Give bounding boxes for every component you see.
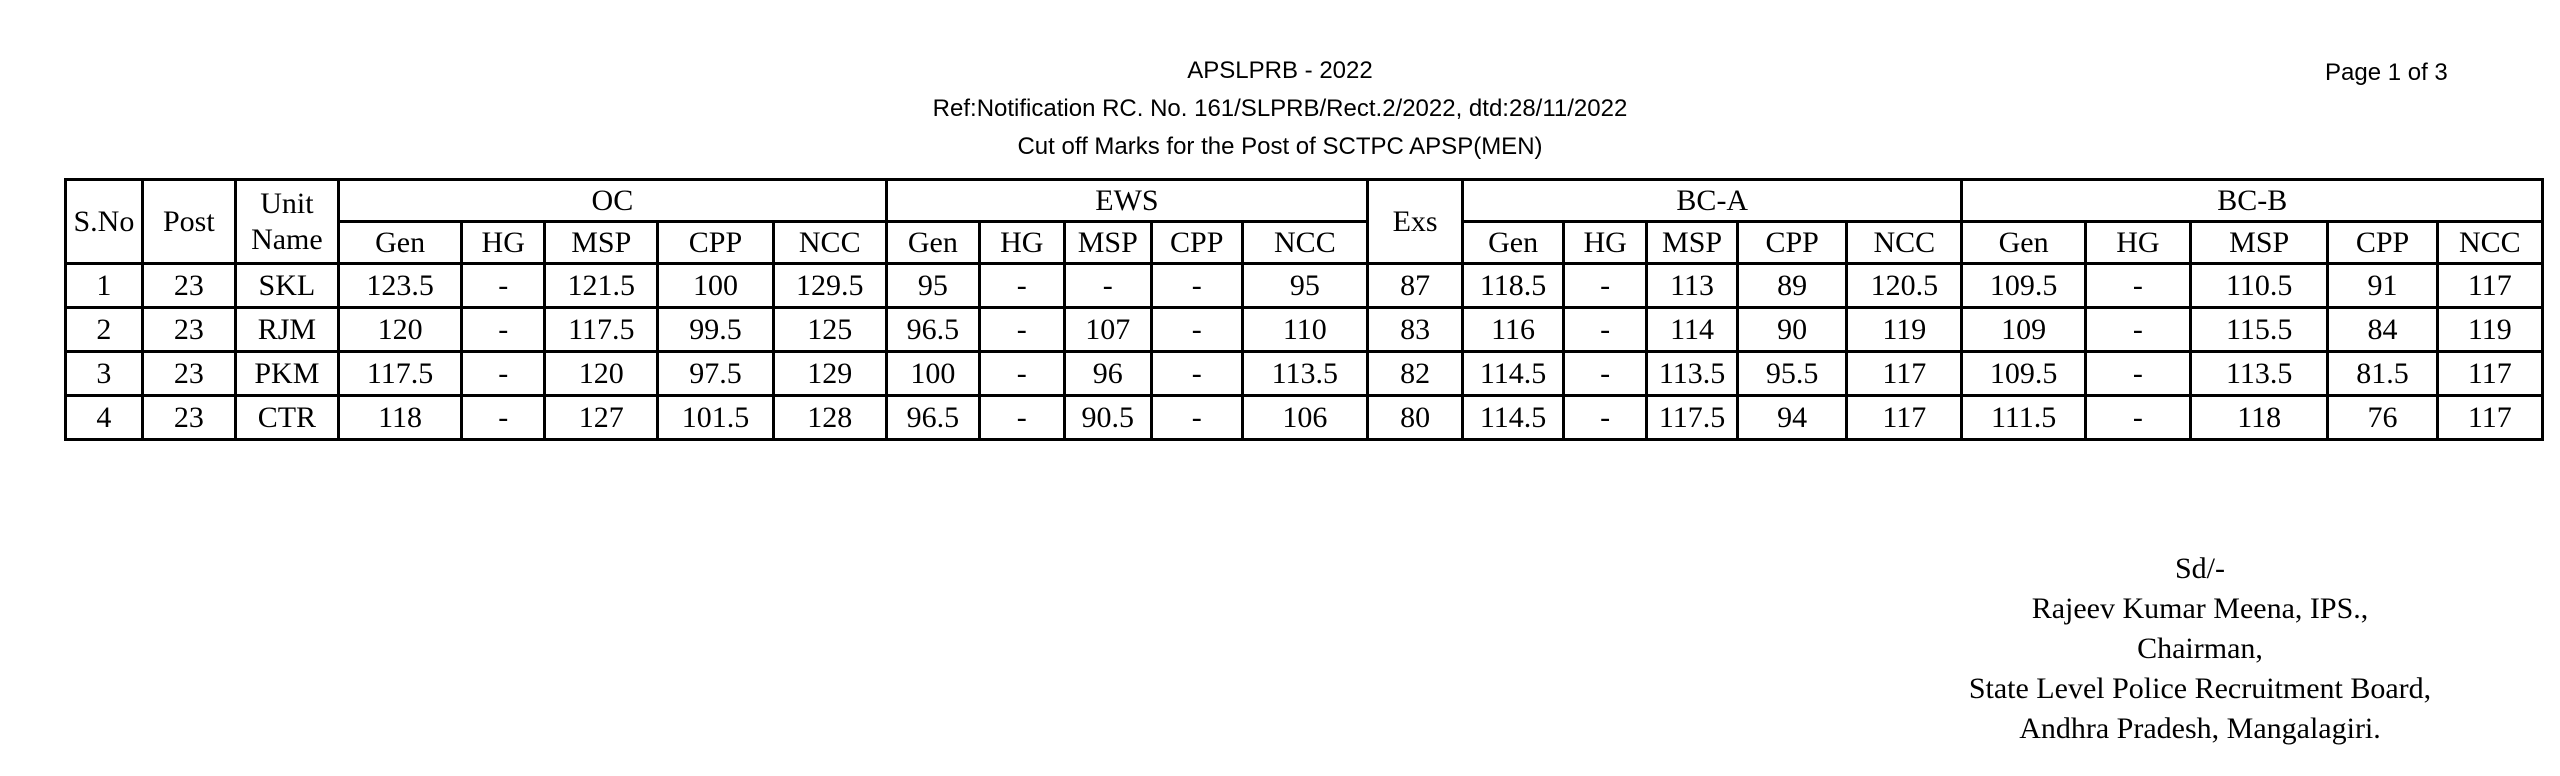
table-body: [66, 264, 2543, 440]
signatory-location: Andhra Pradesh, Mangalagiri.: [2019, 712, 2381, 745]
table-cell: 83: [1368, 308, 1463, 352]
table-cell: 95: [886, 264, 979, 308]
table-cell: 76: [2328, 396, 2437, 440]
header-post: Post: [142, 180, 235, 264]
table-row: [66, 396, 2543, 440]
subheader-bca-hg: HG: [1564, 222, 1647, 264]
table-cell: 95: [1242, 264, 1367, 308]
header-exs: Exs: [1368, 180, 1463, 264]
table-cell: 96.5: [886, 396, 979, 440]
subheader-oc-hg: HG: [462, 222, 545, 264]
subheader-bca-cpp: CPP: [1738, 222, 1847, 264]
table-cell: 129.5: [773, 264, 886, 308]
table-cell: SKL: [235, 264, 338, 308]
table-row: [66, 352, 2543, 396]
table-cell: CTR: [235, 396, 338, 440]
table-cell: -: [2085, 264, 2190, 308]
table-cell: 116: [1463, 308, 1564, 352]
table-cell: 117: [2437, 396, 2542, 440]
subheader-bcb-cpp: CPP: [2328, 222, 2437, 264]
table-cell: -: [979, 264, 1064, 308]
table-cell: 89: [1738, 264, 1847, 308]
table-cell: 109.5: [1962, 264, 2085, 308]
subheader-oc-gen: Gen: [338, 222, 461, 264]
table-cell: 118: [2190, 396, 2327, 440]
table-cell: -: [1564, 308, 1647, 352]
table-cell: -: [1151, 308, 1242, 352]
table-cell: -: [462, 396, 545, 440]
table-cell: 118: [338, 396, 461, 440]
table-cell: 113.5: [2190, 352, 2327, 396]
subheader-bcb-ncc: NCC: [2437, 222, 2542, 264]
table-cell: 114.5: [1463, 352, 1564, 396]
cutoff-marks-table: [64, 178, 2544, 441]
table-cell: 110: [1242, 308, 1367, 352]
table-cell: -: [1151, 264, 1242, 308]
subheader-oc-cpp: CPP: [658, 222, 773, 264]
table-cell: 119: [2437, 308, 2542, 352]
table-cell: -: [1151, 352, 1242, 396]
table-cell: PKM: [235, 352, 338, 396]
header-group-bca: BC-A: [1463, 180, 1962, 222]
subheader-oc-ncc: NCC: [773, 222, 886, 264]
table-cell: 115.5: [2190, 308, 2327, 352]
subheader-ews-hg: HG: [979, 222, 1064, 264]
document-title: APSLPRB - 2022: [1187, 57, 1373, 84]
table-cell: 111.5: [1962, 396, 2085, 440]
table-cell: 120.5: [1847, 264, 1962, 308]
table-cell: 129: [773, 352, 886, 396]
table-cell: 100: [658, 264, 773, 308]
document-subtitle: Cut off Marks for the Post of SCTPC APSP(MEN): [1017, 133, 1543, 160]
table-cell: -: [462, 308, 545, 352]
table-cell: 125: [773, 308, 886, 352]
table-cell: -: [1564, 396, 1647, 440]
table-cell: 113: [1647, 264, 1738, 308]
subheader-bcb-msp: MSP: [2190, 222, 2327, 264]
table-cell: 100: [886, 352, 979, 396]
table-cell: 121.5: [545, 264, 658, 308]
subheader-bca-msp: MSP: [1647, 222, 1738, 264]
table-cell: 90.5: [1064, 396, 1151, 440]
table-cell: 123.5: [338, 264, 461, 308]
table-cell: 80: [1368, 396, 1463, 440]
header-sno: S.No: [66, 180, 143, 264]
table-cell: -: [979, 396, 1064, 440]
table-cell: 114.5: [1463, 396, 1564, 440]
table-cell: 117: [2437, 352, 2542, 396]
subheader-oc-msp: MSP: [545, 222, 658, 264]
subheader-ews-cpp: CPP: [1151, 222, 1242, 264]
table-cell: 117.5: [338, 352, 461, 396]
subheader-bca-gen: Gen: [1463, 222, 1564, 264]
table-cell: 128: [773, 396, 886, 440]
table-cell: 96: [1064, 352, 1151, 396]
table-cell: 119: [1847, 308, 1962, 352]
table-cell: 117.5: [545, 308, 658, 352]
table-cell: 109: [1962, 308, 2085, 352]
signature-mark: Sd/-: [2174, 552, 2225, 585]
table-cell: 107: [1064, 308, 1151, 352]
table-cell: 1: [66, 264, 143, 308]
table-cell: 106: [1242, 396, 1367, 440]
table-cell: 110.5: [2190, 264, 2327, 308]
subheader-bcb-gen: Gen: [1962, 222, 2085, 264]
table-cell: 99.5: [658, 308, 773, 352]
table-cell: 114: [1647, 308, 1738, 352]
table-cell: -: [979, 352, 1064, 396]
subheader-bcb-hg: HG: [2085, 222, 2190, 264]
subheader-ews-ncc: NCC: [1242, 222, 1367, 264]
notification-reference: Ref:Notification RC. No. 161/SLPRB/Rect.2/2022, dtd:28/11/2022: [932, 95, 1628, 122]
subheader-ews-gen: Gen: [886, 222, 979, 264]
header-unit-line2: Name: [251, 222, 323, 256]
table-cell: 4: [66, 396, 143, 440]
table-cell: 120: [338, 308, 461, 352]
table-cell: RJM: [235, 308, 338, 352]
table-cell: 2: [66, 308, 143, 352]
table-cell: 113.5: [1647, 352, 1738, 396]
table-cell: 87: [1368, 264, 1463, 308]
table-cell: -: [462, 352, 545, 396]
table-cell: 117: [1847, 352, 1962, 396]
signatory-designation: Chairman,: [2137, 632, 2263, 665]
table-cell: -: [1564, 264, 1647, 308]
table-cell: 120: [545, 352, 658, 396]
signatory-organization: State Level Police Recruitment Board,: [1968, 672, 2432, 705]
table-cell: -: [2085, 308, 2190, 352]
table-cell: -: [1064, 264, 1151, 308]
table-cell: 127: [545, 396, 658, 440]
table-cell: 96.5: [886, 308, 979, 352]
header-group-ews: EWS: [886, 180, 1367, 222]
table-cell: 94: [1738, 396, 1847, 440]
table-cell: 97.5: [658, 352, 773, 396]
header-group-oc: OC: [338, 180, 886, 222]
table-row: [66, 308, 2543, 352]
table-cell: 23: [142, 264, 235, 308]
table-header: [66, 180, 2543, 264]
table-cell: 118.5: [1463, 264, 1564, 308]
table-cell: 23: [142, 352, 235, 396]
table-row: [66, 264, 2543, 308]
table-cell: 109.5: [1962, 352, 2085, 396]
table-cell: -: [2085, 396, 2190, 440]
table-cell: 3: [66, 352, 143, 396]
table-cell: 117: [1847, 396, 1962, 440]
table-cell: 23: [142, 308, 235, 352]
table-cell: -: [462, 264, 545, 308]
header-unit-line1: Unit: [260, 186, 314, 220]
table-cell: 81.5: [2328, 352, 2437, 396]
table-cell: -: [2085, 352, 2190, 396]
table-cell: 82: [1368, 352, 1463, 396]
subheader-bca-ncc: NCC: [1847, 222, 1962, 264]
table-cell: 95.5: [1738, 352, 1847, 396]
table-cell: -: [979, 308, 1064, 352]
subheader-ews-msp: MSP: [1064, 222, 1151, 264]
table-cell: -: [1151, 396, 1242, 440]
header-group-bcb: BC-B: [1962, 180, 2543, 222]
page-number: Page 1 of 3: [2325, 59, 2448, 86]
table-cell: 101.5: [658, 396, 773, 440]
table-cell: 117.5: [1647, 396, 1738, 440]
signatory-name: Rajeev Kumar Meena, IPS.,: [2031, 592, 2369, 625]
table-cell: 90: [1738, 308, 1847, 352]
table-cell: -: [1564, 352, 1647, 396]
table-cell: 113.5: [1242, 352, 1367, 396]
header-unit-name: [235, 180, 338, 264]
table-cell: 84: [2328, 308, 2437, 352]
table-cell: 117: [2437, 264, 2542, 308]
table-cell: 23: [142, 396, 235, 440]
table-cell: 91: [2328, 264, 2437, 308]
